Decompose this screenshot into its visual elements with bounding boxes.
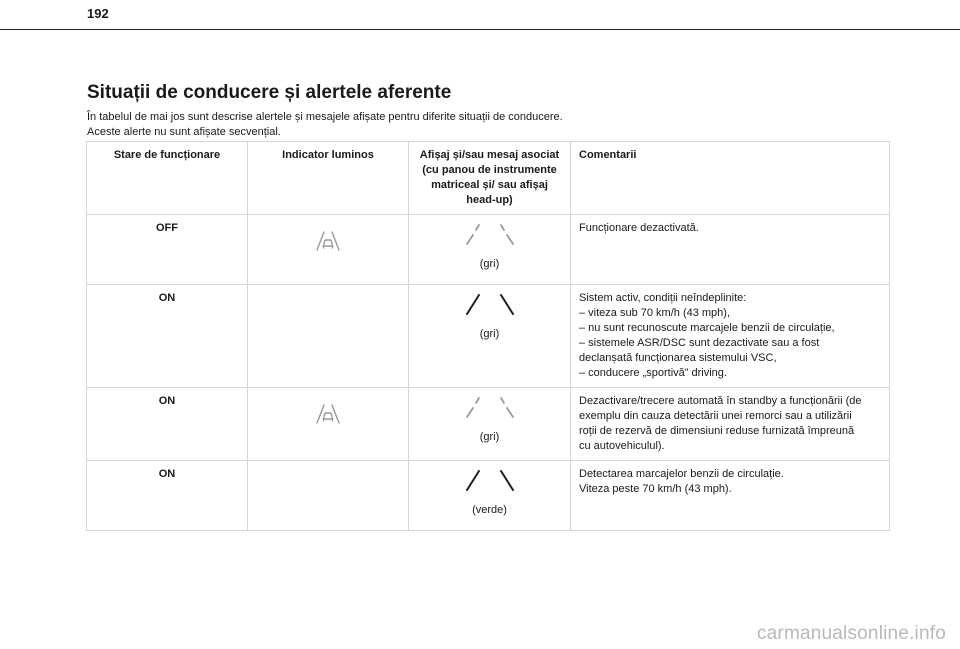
section-intro [87, 110, 887, 140]
header-rule [0, 29, 960, 30]
lane-keeping-indicator-icon [314, 402, 342, 426]
display-color-caption: (gri) [479, 431, 500, 443]
display-cell [409, 285, 571, 388]
operating-state: ON [87, 388, 248, 461]
lane-markings-dashed-icon [462, 396, 518, 420]
table-header-row [87, 142, 890, 215]
display-cell [409, 461, 571, 531]
display-color-caption: (verde) [472, 504, 507, 516]
comment-line: – sistemele ASR/DSC sunt dezactivate sau a fost [579, 337, 820, 349]
lane-markings-solid-icon [462, 293, 518, 317]
comment-line: – nu sunt recunoscute marcajele benzii de circulație, [579, 322, 835, 334]
header-display-message: Afișaj și/sau mesaj asociat (cu panou de instrumente matriceal și/ sau afișaj head-up) [409, 142, 571, 215]
comment-line: – viteza sub 70 km/h (43 mph), [579, 307, 731, 319]
comment-line: – conducere „sportivă” driving. [579, 367, 727, 379]
comment-line: exemplu din cauza detectării unei remorci sau a utilizării [579, 410, 852, 422]
indicator-cell [248, 285, 409, 388]
comment-cell [571, 285, 890, 388]
comment-cell [571, 215, 890, 285]
table-row [87, 285, 890, 388]
table-row [87, 388, 890, 461]
header-indicator-light: Indicator luminos [248, 142, 409, 215]
lane-markings-solid-icon [462, 469, 518, 493]
comment-line: Viteza peste 70 km/h (43 mph). [579, 483, 732, 495]
display-color-caption: (gri) [479, 258, 500, 270]
section-title: Situații de conducere și alertele aferente [87, 82, 452, 103]
watermark-text: carmanualsonline.info [756, 623, 946, 644]
page-number: 192 [87, 6, 109, 21]
operating-state: OFF [87, 215, 248, 285]
comment-line: Sistem activ, condiții neîndeplinite: [579, 292, 747, 304]
table-row [87, 461, 890, 531]
indicator-cell [248, 388, 409, 461]
table-row [87, 215, 890, 285]
operating-state: ON [87, 461, 248, 531]
intro-line: În tabelul de mai jos sunt descrise alertele și mesajele afișate pentru diferite situații de conducere. [87, 111, 563, 123]
comment-line: Dezactivare/trecere automată în standby a funcționării (de [579, 395, 862, 407]
header-operating-state: Stare de funcționare [87, 142, 248, 215]
comment-line: roții de rezervă de dimensiuni reduse furnizată împreună [579, 425, 855, 437]
display-cell [409, 215, 571, 285]
display-color-caption: (gri) [479, 328, 500, 340]
intro-line: Aceste alerte nu sunt afișate secvențial. [87, 126, 281, 138]
header-comments: Comentarii [571, 142, 890, 215]
comment-line: Detectarea marcajelor benzii de circulație. [579, 468, 784, 480]
comment-cell [571, 388, 890, 461]
comment-line: declanșată funcționarea sistemului VSC, [579, 352, 777, 364]
display-cell [409, 388, 571, 461]
comment-line: cu autovehiculul). [579, 440, 665, 452]
comment-line: Funcționare dezactivată. [579, 222, 699, 234]
alerts-table [86, 141, 890, 531]
lane-markings-dashed-icon [462, 223, 518, 247]
lane-keeping-indicator-icon [314, 229, 342, 253]
operating-state: ON [87, 285, 248, 388]
comment-cell [571, 461, 890, 531]
indicator-cell [248, 215, 409, 285]
indicator-cell [248, 461, 409, 531]
